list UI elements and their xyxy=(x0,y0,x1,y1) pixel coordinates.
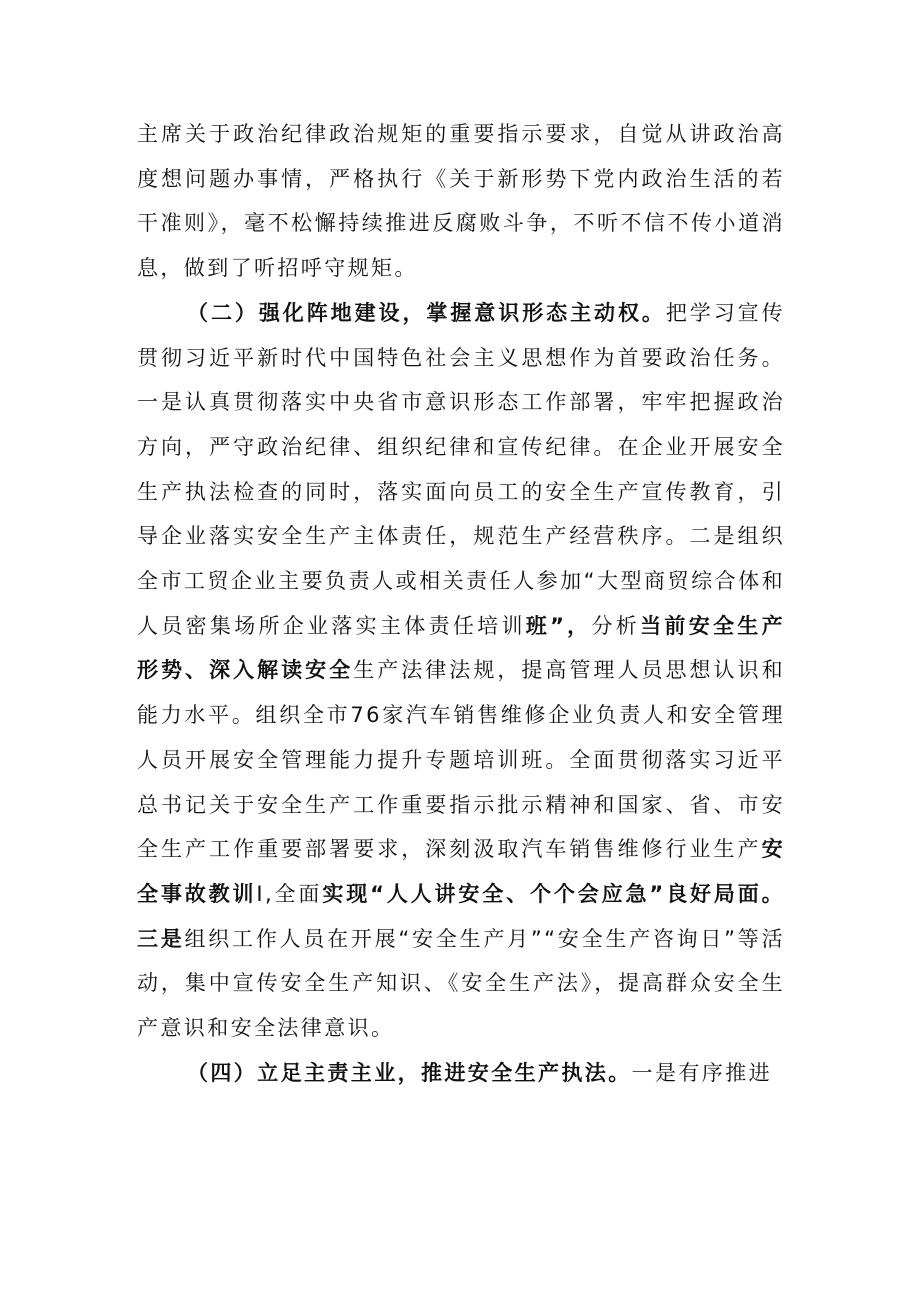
bold-text: 班”， xyxy=(525,613,592,638)
bold-text: 实现“人人讲安全、个个会应急”良好局面。三是 xyxy=(137,881,786,951)
paragraph-text: 生产法律法规，提高管理人员思想认识和能力水平。组织全市76家汽车销售维修企业负责人和安全管理人员开展安全管理能力提升专题培训班。全面贯彻落实习近平总书记关于安全生产工作重要指示批示精神和国家、省、市安全生产工作重要部署要求，深刻汲取汽车销售维修行业生产 xyxy=(137,658,785,862)
paragraph-text: 把学习宣传贯彻习近平新时代中国特色社会主义思想作为首要政治任务。一是认真贯彻落实中央省市意识形态工作部署，牢牢把握政治方向，严守政治纪律、组织纪律和宣传纪律。在企业开展安全生产执法检查的同时，落实面向员工的安全生产宣传教育，引导企业落实安全生产主体责任，规范生产经营秩序。二是组织全市工贸企业主要负责人或相关责任人参加“大型商贸综合体和人员密集场所企业落实主体责任培训 xyxy=(137,300,786,638)
bold-text: 安全事故教训 xyxy=(137,837,785,906)
paragraph-text: 分析 xyxy=(591,613,641,638)
paragraph-safety-enforcement xyxy=(137,1051,785,1096)
paragraph-text: 一是有序推进 xyxy=(631,1060,773,1085)
paragraph-political-discipline xyxy=(137,112,785,291)
bold-text: 当前安全生产形势、深入解读安全 xyxy=(137,613,785,683)
paragraph-ideology-position xyxy=(137,291,785,1051)
document-body xyxy=(137,112,785,1095)
paragraph-text: I,全面 xyxy=(256,881,323,906)
section-heading-2: （二）强化阵地建设，掌握意识形态主动权。 xyxy=(187,300,666,325)
paragraph-text: 组织工作人员在开展“安全生产月”“安全生产咨询日”等活动，集中宣传安全生产知识、《安全生产法》，提高群众安全生产意识和安全法律意识。 xyxy=(137,926,785,1041)
section-heading-4: （四）立足主责主业，推进安全生产执法。 xyxy=(187,1060,632,1085)
paragraph-text: 主席关于政治纪律政治规矩的重要指示要求，自觉从讲政治高度想问题办事情，严格执行《关于新形势下党内政治生活的若干准则》，毫不松懈持续推进反腐败斗争，不听不信不传小道消息，做到了听招呼守规矩。 xyxy=(137,122,785,281)
